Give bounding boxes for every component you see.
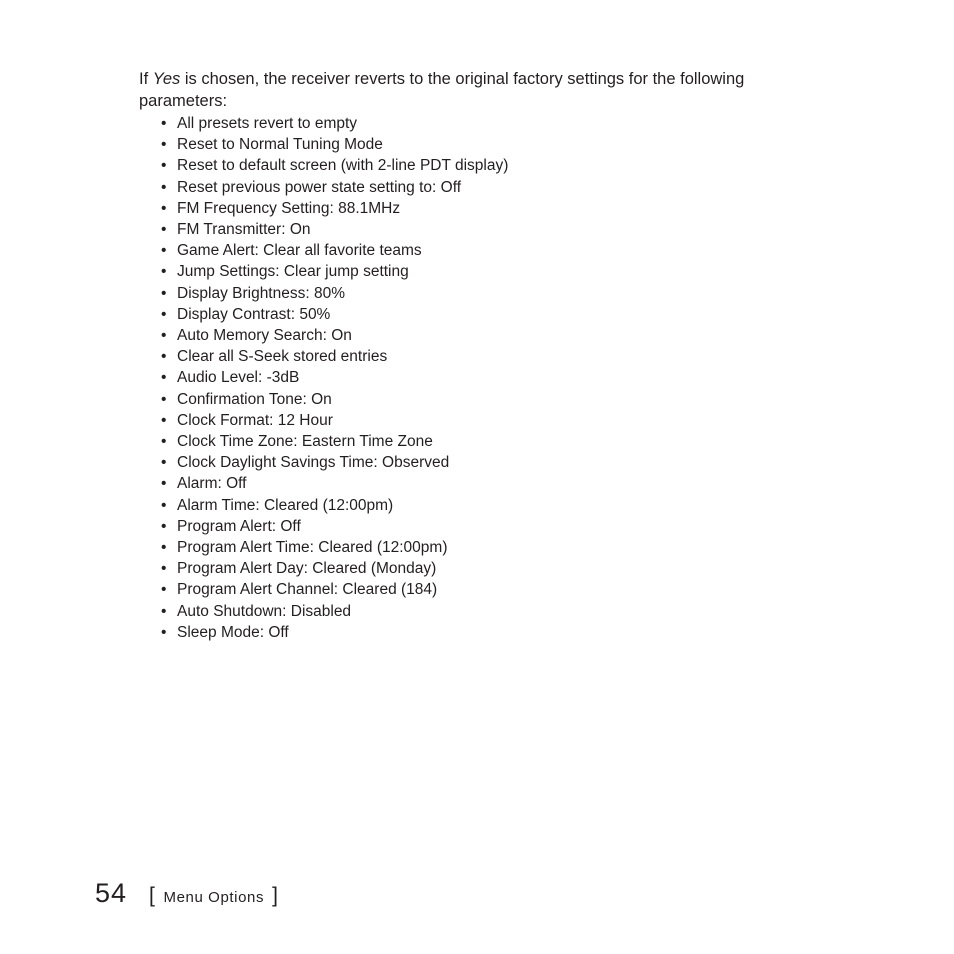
list-item [139, 261, 829, 282]
bullet-icon: • [161, 623, 167, 641]
bullet-icon: • [161, 517, 167, 535]
bullet-icon: • [161, 411, 167, 429]
bullet-icon: • [161, 284, 167, 302]
list-item [139, 495, 829, 516]
bullet-icon: • [161, 454, 167, 472]
list-item-text: Game Alert: Clear all favorite teams [177, 242, 422, 260]
page-number: 54 [95, 878, 128, 908]
list-item [139, 473, 829, 494]
list-item-text: Alarm Time: Cleared (12:00pm) [177, 496, 394, 514]
list-item-text: Sleep Mode: Off [177, 623, 289, 641]
bullet-icon: • [161, 221, 167, 239]
list-item [139, 410, 829, 431]
list-item [139, 177, 829, 198]
section-label: Menu Options [163, 889, 265, 906]
list-item [139, 325, 829, 346]
list-item-text: Display Contrast: 50% [177, 305, 331, 323]
list-item-text: Program Alert Time: Cleared (12:00pm) [177, 539, 448, 557]
bullet-icon: • [161, 263, 167, 281]
intro-prefix: If [139, 70, 153, 88]
list-item [139, 134, 829, 155]
bullet-icon: • [161, 433, 167, 451]
intro-emphasis: Yes [152, 70, 181, 88]
list-item-text: FM Frequency Setting: 88.1MHz [177, 199, 401, 217]
list-item [139, 452, 829, 473]
list-item-text: Display Brightness: 80% [177, 284, 345, 302]
bullet-icon: • [161, 602, 167, 620]
list-item-text: Clear all S-Seek stored entries [177, 348, 388, 366]
list-item-text: Reset to Normal Tuning Mode [177, 136, 383, 154]
list-item-text: Clock Time Zone: Eastern Time Zone [177, 433, 433, 451]
list-item [139, 198, 829, 219]
bullet-icon: • [161, 157, 167, 175]
list-item [139, 283, 829, 304]
list-item [139, 601, 829, 622]
list-item-text: Reset to default screen (with 2-line PDT display) [177, 157, 509, 175]
list-item-text: Jump Settings: Clear jump setting [177, 263, 409, 281]
intro-suffix: is chosen, the receiver reverts to the original factory settings for the following parameters: [139, 70, 745, 110]
bullet-icon: • [161, 136, 167, 154]
list-item-text: Auto Memory Search: On [177, 327, 352, 345]
list-item [139, 516, 829, 537]
bracket-open: [ [149, 884, 156, 907]
factory-settings-list [139, 113, 829, 643]
bullet-icon: • [161, 305, 167, 323]
list-item-text: Program Alert Day: Cleared (Monday) [177, 560, 437, 578]
list-item [139, 367, 829, 388]
list-item-text: All presets revert to empty [177, 115, 358, 132]
page-content [139, 68, 829, 643]
list-item-text: FM Transmitter: On [177, 221, 311, 239]
bullet-icon: • [161, 496, 167, 514]
bullet-icon: • [161, 560, 167, 578]
intro-paragraph [139, 68, 829, 112]
list-item-text: Program Alert Channel: Cleared (184) [177, 581, 438, 599]
list-item-text: Clock Daylight Savings Time: Observed [177, 454, 450, 472]
list-item [139, 219, 829, 240]
bullet-icon: • [161, 178, 167, 196]
list-item-text: Program Alert: Off [177, 517, 301, 535]
list-item [139, 155, 829, 176]
list-item [139, 113, 829, 134]
list-item [139, 537, 829, 558]
list-item [139, 431, 829, 452]
list-item [139, 240, 829, 261]
bullet-icon: • [161, 199, 167, 217]
bracket-close: ] [272, 884, 279, 907]
bullet-icon: • [161, 348, 167, 366]
bullet-icon: • [161, 581, 167, 599]
list-item-text: Alarm: Off [177, 475, 247, 493]
bullet-icon: • [161, 242, 167, 260]
list-item-text: Confirmation Tone: On [177, 390, 332, 408]
list-item [139, 304, 829, 325]
bullet-icon: • [161, 327, 167, 345]
bullet-icon: • [161, 369, 167, 387]
list-item [139, 558, 829, 579]
list-item [139, 346, 829, 367]
list-item-text: Auto Shutdown: Disabled [177, 602, 352, 620]
page-footer [95, 876, 279, 910]
list-item [139, 579, 829, 600]
list-item-text: Clock Format: 12 Hour [177, 411, 333, 429]
bullet-icon: • [161, 539, 167, 557]
list-item-text: Audio Level: -3dB [177, 369, 300, 387]
list-item [139, 389, 829, 410]
list-item [139, 622, 829, 643]
bullet-icon: • [161, 115, 167, 132]
bullet-icon: • [161, 390, 167, 408]
bullet-icon: • [161, 475, 167, 493]
list-item-text: Reset previous power state setting to: Off [177, 178, 462, 196]
section-tag [149, 884, 278, 908]
